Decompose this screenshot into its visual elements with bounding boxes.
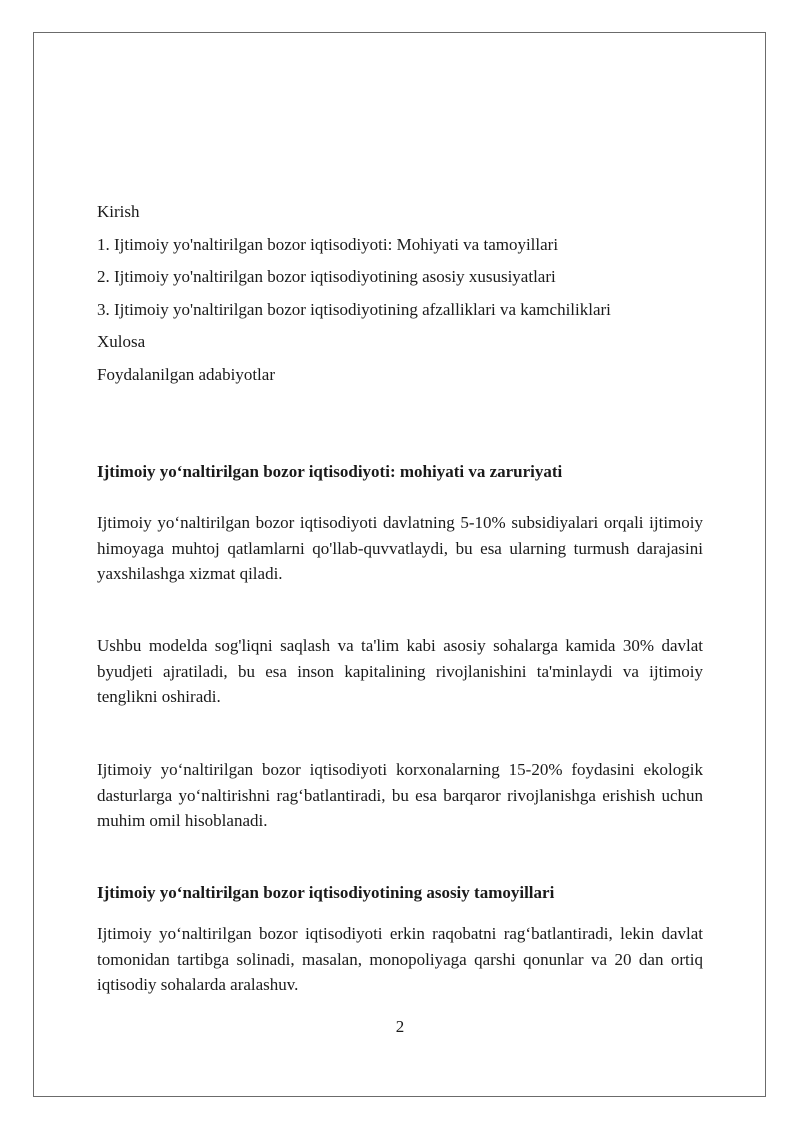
paragraph-ecology: Ijtimoiy yo‘naltirilgan bozor iqtisodiyoti korxonalarning 15-20% foydasini ekologik dasturlarga yo‘naltirishni rag‘batlantiradi, bu esa barqaror rivojlanishga erishish uchun muhim omil hisoblanadi. <box>97 760 703 830</box>
section-heading-2: Ijtimoiy yo‘naltirilgan bozor iqtisodiyotining asosiy tamoyillari <box>97 883 555 902</box>
toc-item-chapter-1: 1. Ijtimoiy yo'naltirilgan bozor iqtisodiyoti: Mohiyati va tamoyillari <box>97 234 559 254</box>
toc-item-chapter-3: 3. Ijtimoiy yo'naltirilgan bozor iqtisodiyotining afzalliklari va kamchiliklari <box>97 299 611 319</box>
paragraph-competition: Ijtimoiy yo‘naltirilgan bozor iqtisodiyoti erkin raqobatni rag‘batlantiradi, lekin davlat tomonidan tartibga solinadi, masalan, monopoliyaga qarshi qonunlar va 20 dan ortiq iqtisodiy sohalarda aralashuv. <box>97 924 703 994</box>
toc-item-references: Foydalanilgan adabiyotlar <box>97 364 275 384</box>
page-number: 2 <box>395 1017 405 1036</box>
section-heading-1: Ijtimoiy yo‘naltirilgan bozor iqtisodiyoti: mohiyati va zaruriyati <box>97 462 563 481</box>
table-of-contents <box>97 199 703 394</box>
toc-item-intro: Kirish <box>97 202 140 221</box>
paragraph-health-education: Ushbu modelda sog'liqni saqlash va ta'lim kabi asosiy sohalarga kamida 30% davlat byudjeti ajratiladi, bu esa inson kapitalining rivojlanishini ta'minlaydi va ijtimoiy tenglikni oshiradi. <box>97 636 703 706</box>
toc-item-conclusion: Xulosa <box>97 332 146 351</box>
paragraph-subsidies: Ijtimoiy yo‘naltirilgan bozor iqtisodiyoti davlatning 5-10% subsidiyalari orqali ijtimoiy himoyaga muhtoj qatlamlarni qo'llab-quvvatlaydi, bu esa ularning turmush darajasini yaxshilashga xizmat qiladi. <box>97 513 703 583</box>
toc-item-chapter-2: 2. Ijtimoiy yo'naltirilgan bozor iqtisodiyotining asosiy xususiyatlari <box>97 267 556 286</box>
